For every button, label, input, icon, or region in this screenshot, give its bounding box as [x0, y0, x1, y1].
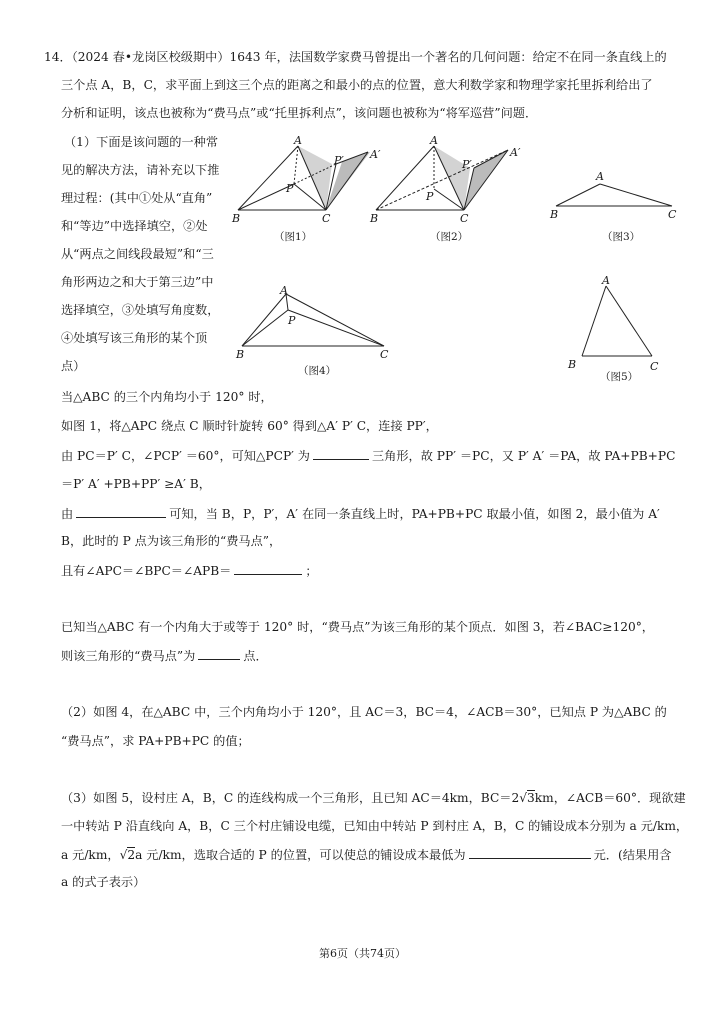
- part1-line-9: 则该三角形的“费马点”为 点．: [61, 649, 268, 663]
- problem-line-2: 三个点 A，B，C，求平面上到这三个点的距离之和最小的点的位置，意大利数学家和物理学家托里拆利给出了: [61, 78, 653, 92]
- part2-line-2: “费马点”，求 PA+PB+PC 的值；: [61, 734, 250, 748]
- label-A: A: [596, 170, 604, 183]
- part1-line-5: 由 可知，当 B，P，P′，A′ 在同一条直线上时，PA+PB+PC 取最小值，如图 2，最小值为 A′: [61, 507, 660, 521]
- part1-line-1: 当△ABC 的三个内角均小于 120° 时，: [61, 390, 273, 404]
- label-B: B: [550, 208, 559, 221]
- label-P: P: [286, 182, 294, 195]
- part1-intro-4: 和“等边”中选择填空，②处: [61, 219, 208, 233]
- part3-line-3: a 元/km，√2a 元/km，选取合适的 P 的位置，可以使总的铺设成本最低为 元．(结果用含: [61, 848, 672, 862]
- label-C: C: [668, 208, 677, 221]
- label-A: A: [294, 134, 302, 147]
- part1-intro-3: 理过程：(其中①处从“直角”: [61, 191, 213, 205]
- part1-line-6: B，此时的 P 点为该三角形的“费马点”，: [61, 534, 282, 548]
- figure-3: [550, 168, 690, 248]
- figure-2: [370, 134, 520, 249]
- label-B: B: [370, 212, 379, 225]
- label-A-prime: A′: [510, 146, 521, 159]
- blank-1[interactable]: [313, 447, 369, 460]
- label-A: A: [430, 134, 438, 147]
- label-P-prime: P′: [462, 158, 472, 171]
- part1-line-3: 由 PC＝P′ C，∠PCP′ ＝60°，可知△PCP′ 为 三角形，故 PP′ ＝PC，又 P′ A′ ＝PA，故 PA+PB+PC: [61, 449, 676, 463]
- sqrt-symbol: √: [519, 791, 528, 805]
- page-footer: 第6页（共74页）: [319, 947, 406, 960]
- label-C: C: [650, 360, 659, 373]
- part1-intro-7: 选择填空，③处填写角度数，: [61, 303, 220, 317]
- label-C: C: [322, 212, 331, 225]
- fig3-caption: （图3）: [602, 231, 641, 243]
- figure-5: [564, 272, 684, 388]
- blank-4[interactable]: [198, 647, 240, 660]
- part3-line-1: （3）如图 5，设村庄 A，B，C 的连线构成一个三角形，且已知 AC＝4km，BC＝2√3km，∠ACB＝60°．现欲建: [61, 791, 686, 805]
- part1-line-4: ＝P′ A′ +PB+PP′ ≥A′ B，: [61, 477, 211, 491]
- part1-intro-2: 见的解决方法，请补充以下推: [61, 163, 220, 177]
- label-C: C: [460, 212, 469, 225]
- part1-intro-9: 点）: [61, 359, 86, 373]
- part1-intro-5: 从“两点之间线段最短”和“三: [61, 247, 214, 261]
- blank-5[interactable]: [469, 846, 591, 859]
- label-P: P: [288, 314, 296, 327]
- sqrt-symbol: √: [119, 848, 128, 862]
- part1-line-7: 且有∠APC＝∠BPC＝∠APB＝ ；: [61, 564, 318, 578]
- label-B: B: [568, 358, 577, 371]
- part1-intro-1: （1）下面是该问题的一种常: [64, 135, 219, 149]
- label-C: C: [380, 348, 389, 361]
- label-A: A: [280, 284, 288, 297]
- fig4-caption: （图4）: [298, 365, 337, 377]
- label-A: A: [602, 274, 610, 287]
- part1-intro-6: 角形两边之和大于第三边”中: [61, 275, 214, 289]
- fig2-caption: （图2）: [430, 231, 469, 243]
- part2-line-1: （2）如图 4，在△ABC 中，三个内角均小于 120°，且 AC＝3，BC＝4，∠ACB＝30°，已知点 P 为△ABC 的: [61, 705, 667, 719]
- label-A-prime: A′: [370, 148, 381, 161]
- figure-4: [232, 280, 402, 380]
- fig1-caption: （图1）: [274, 231, 313, 243]
- fig5-caption: （图5）: [600, 371, 639, 383]
- figure-1: [232, 134, 381, 249]
- part1-line-8: 已知当△ABC 有一个内角大于或等于 120° 时，“费马点”为该三角形的某个顶点．如图 3，若∠BAC≥120°，: [61, 620, 654, 634]
- problem-line-3: 分析和证明，该点也被称为“费马点”或“托里拆利点”，该问题也被称为“将军巡营”问题．: [61, 106, 538, 120]
- label-B: B: [236, 348, 245, 361]
- part1-intro-8: ④处填写该三角形的某个顶: [61, 331, 208, 345]
- part3-line-4: a 的式子表示）: [61, 875, 146, 889]
- problem-line-1: 14．（2024 春•龙岗区校级期中）1643 年，法国数学家费马曾提出一个著名的几何问题：给定不在同一条直线上的: [44, 50, 667, 64]
- part1-line-2: 如图 1，将△APC 绕点 C 顺时针旋转 60° 得到△A′ P′ C，连接 PP′，: [61, 419, 438, 433]
- blank-2[interactable]: [76, 505, 166, 518]
- label-P: P: [426, 190, 434, 203]
- blank-3[interactable]: [234, 562, 302, 575]
- label-B: B: [232, 212, 241, 225]
- label-P-prime: P′: [334, 154, 344, 167]
- part3-line-2: 一中转站 P 沿直线向 A，B，C 三个村庄铺设电缆，已知由中转站 P 到村庄 A，B，C 的铺设成本分别为 a 元/km，: [61, 819, 689, 833]
